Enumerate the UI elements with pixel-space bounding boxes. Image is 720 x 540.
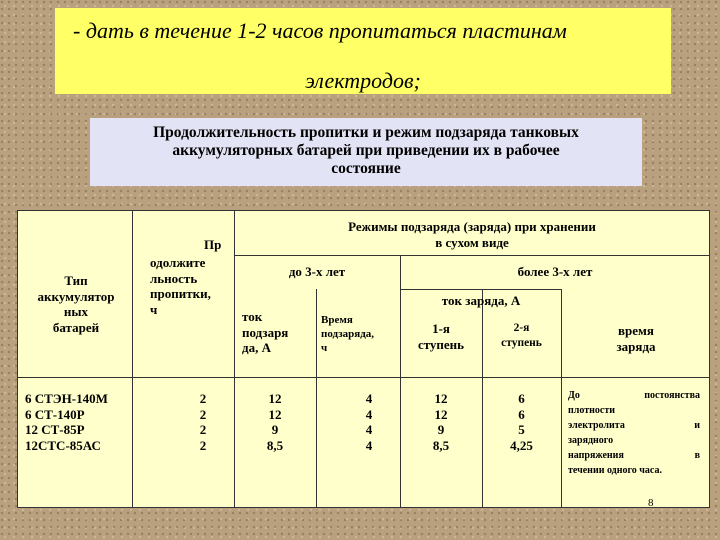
battery-types: [25, 391, 131, 453]
row-divider: [234, 289, 235, 290]
col-divider: [561, 289, 562, 508]
stage-1-values: 12 12 9 8,5: [432, 391, 450, 453]
header-charge-time: время заряда: [616, 323, 656, 354]
banner-line-1: - дать в течение 1-2 часов пропитаться пластинам: [73, 18, 567, 43]
header-duration-start: Пр: [204, 237, 222, 252]
page-number: 8: [648, 497, 654, 509]
header-recharge-current: ток подзаря да, А: [242, 309, 289, 355]
list-item: 6 СТЭН-140М: [25, 391, 108, 406]
header-type: Тип аккумулятор ных батарей: [37, 273, 115, 335]
header-duration: одолжите льность пропитки, ч: [150, 255, 211, 317]
list-item: 12 СТ-85Р: [25, 422, 85, 437]
header-over-3-years: более 3-х лет: [517, 264, 593, 279]
stage-2-values: 6 6 5 4,25: [510, 391, 533, 453]
charging-table: [17, 210, 710, 508]
header-upto-3-years: до 3-х лет: [288, 264, 346, 279]
header-modes: Режимы подзаряда (заряда) при хранении в сухом виде: [348, 219, 596, 250]
header-stage-2: 2-я ступень: [501, 322, 542, 349]
col-divider: [132, 211, 133, 508]
recharge-current-values: 12 12 9 8,5: [266, 391, 284, 453]
header-stage-1: 1-я ступень: [417, 321, 465, 352]
col-divider: [316, 289, 317, 508]
charge-time-note: До постоянства плотности электролита и зарядного напряжения в течении одного часа.: [568, 390, 700, 476]
list-item: 12СТС-85АС: [25, 437, 101, 453]
caption-line-3: состояние: [331, 160, 401, 177]
duration-values: 2 2 2 2: [199, 391, 207, 453]
row-divider: [18, 377, 710, 378]
caption-line-2: аккумуляторных батарей при приведении их в рабочее: [172, 142, 560, 159]
header-charge-current: ток заряда, А: [441, 293, 521, 308]
table-caption: [90, 118, 642, 186]
banner-line-2: электродов;: [305, 68, 421, 93]
list-item: 6 СТ-140Р: [25, 406, 85, 422]
row-divider: [400, 289, 562, 290]
title-banner: [55, 8, 671, 94]
header-recharge-time: Время подзаряда, ч: [321, 314, 375, 354]
caption-line-1: Продолжительность пропитки и режим подзаряда танковых: [153, 124, 579, 141]
row-divider: [234, 255, 710, 256]
recharge-time-values: 4 4 4 4: [365, 391, 373, 453]
